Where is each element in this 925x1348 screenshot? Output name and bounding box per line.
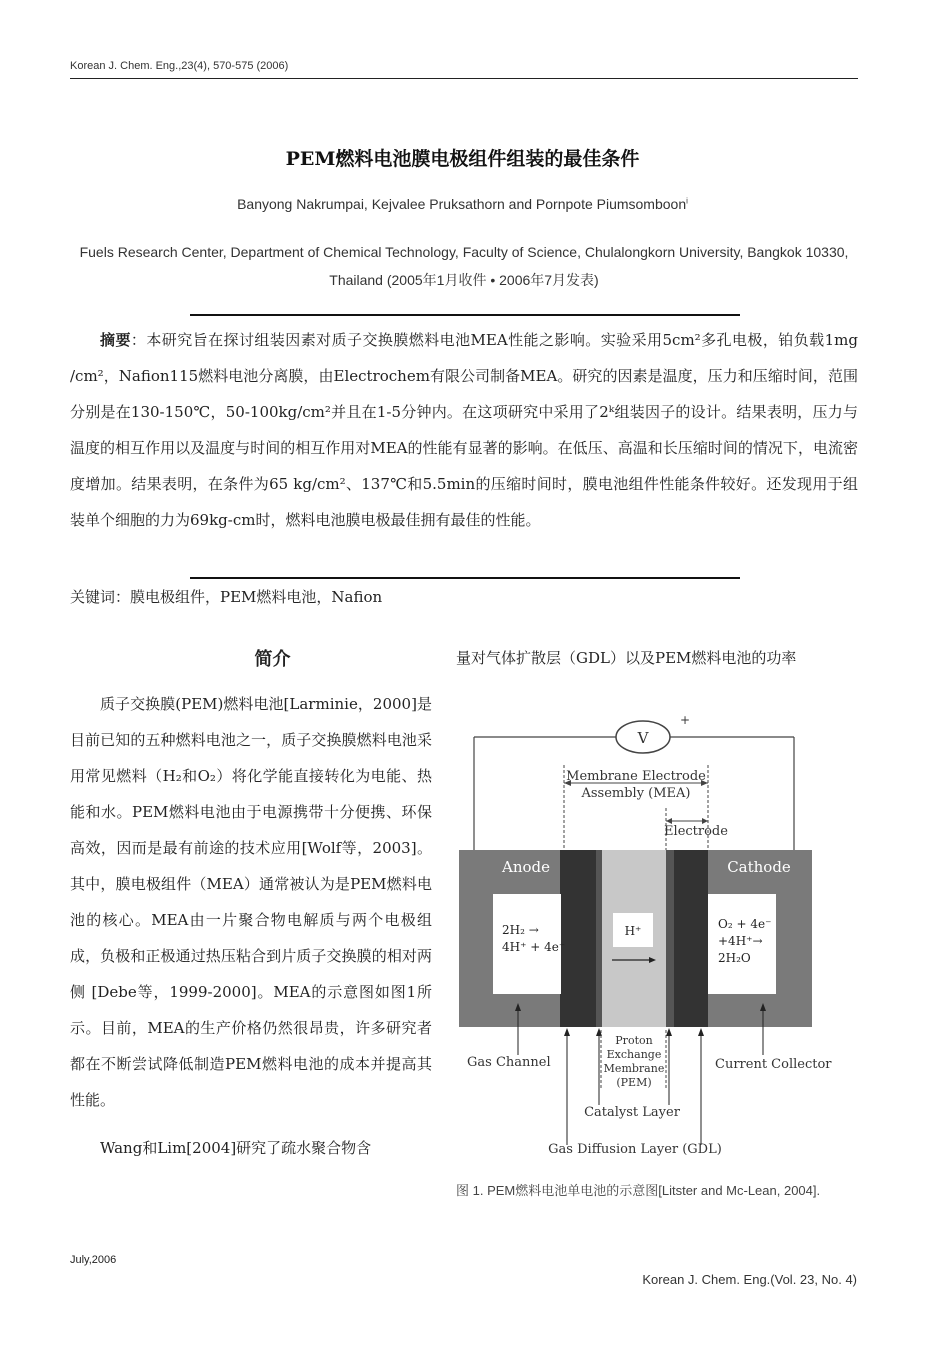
abstract-text: ：本研究旨在探讨组装因素对质子交换膜燃料电池MEA性能之影响。实验采用5cm²多孔电极，铂负载1mg /cm²，Nafion115燃料电池分离膜，由Electrochem有限公司制备MEA。研究的因素是温度，压力和压缩时间，范围分别是在130-150℃，50-100kg/cm²并且在1-5分钟内。在这项研究中采用了2ᵏ组装因子的设计。结果表明，压力与温度的相互作用以及温度与时间的相互作用对MEA的性能有显著的影响。在低压、高温和长压缩时间的情况下，电流密度增加。结果表明，在条件为65 kg/cm²、137℃和5.5min的压缩时间时，膜电池组件性能条件较好。还发现用于组装单个细胞的力为69kg-cm时，燃料电池膜电极最佳拥有最佳的性能。 — [70, 331, 858, 529]
paper-title: PEM燃料电池膜电极组件组装的最佳条件 — [285, 148, 640, 170]
pem-label-line3: Membrane — [603, 1062, 665, 1075]
abstract-bottom-rule — [190, 577, 740, 579]
abstract-top-rule — [190, 314, 740, 316]
gas-channel-label: Gas Channel — [467, 1055, 551, 1070]
abstract-label: 摘要 — [100, 331, 131, 349]
pem-label-line1: Proton — [615, 1034, 653, 1047]
affiliation: Fuels Research Center, Department of Chemical Technology, Faculty of Science, Chulalongkorn University, Bangkok 10330, Thailand (2005年1月收件 • 2006年7月发表) — [79, 244, 849, 288]
mea-label-line2: Assembly (MEA) — [581, 786, 691, 801]
intro-paragraph-2: Wang和Lim[2004]研究了疏水聚合物含 — [100, 1139, 372, 1157]
anode-label: Anode — [501, 858, 551, 876]
author-names: Banyong Nakrumpai, Kejvalee Pruksathorn and Pornpote Piumsomboon — [237, 196, 687, 212]
cathode-label: Cathode — [727, 858, 791, 876]
plus-label: + — [680, 713, 691, 727]
cathode-catalyst-layer — [666, 850, 674, 1027]
pem-label-line4: (PEM) — [616, 1076, 652, 1089]
keywords: 关键词：膜电极组件，PEM燃料电池，Nafion — [70, 588, 383, 606]
current-collector-label: Current Collector — [715, 1057, 832, 1072]
intro-paragraph-1: 质子交换膜(PEM)燃料电池[Larminie，2000]是目前已知的五种燃料电池之一，质子交换膜燃料电池采用常见燃料（H₂和O₂）将化学能直接转化为电能、热能和水。PEM燃料电池由于电源携带十分便携、环保高效，因而是最有前途的技术应用[Wolf等，2003]。其中，膜电极组件（MEA）通常被认为是PEM燃料电池的核心。MEA由一片聚合物电解质与两个电极组成，负极和正极通过热压粘合到片质子交换膜的相对两侧 [Debe等，1999-2000]。MEA的示意图如图1所示。目前，MEA的生产价格仍然很昂贵，许多研究者都在不断尝试降低制造PEM燃料电池的成本并提高其性能。 — [70, 695, 432, 1109]
electrode-label: Electrode — [664, 824, 728, 839]
authors — [0, 196, 925, 212]
voltmeter-label: V — [637, 729, 649, 747]
catalyst-layer-label: Catalyst Layer — [584, 1105, 680, 1120]
mea-label-line1: Membrane Electrode — [566, 769, 706, 784]
figure-caption: 图 1. PEM燃料电池单电池的示意图[Litster and Mc-Lean, 2004]. — [456, 1183, 821, 1198]
footer-date: July,2006 — [70, 1254, 117, 1266]
intro-left-column — [70, 686, 432, 1178]
proton-label: H⁺ — [624, 924, 642, 938]
gdl-label: Gas Diffusion Layer (GDL) — [548, 1142, 722, 1157]
anode-reaction-line1: 2H₂ → — [502, 923, 539, 937]
abstract — [70, 322, 858, 538]
gdl-pointer-head — [564, 1028, 570, 1036]
section-heading-intro: 简介 — [254, 649, 291, 670]
cathode-electrode — [674, 850, 708, 1027]
anode-electrode — [560, 850, 596, 1027]
author-superscript: i — [686, 196, 688, 206]
anode-catalyst-layer — [596, 850, 602, 1027]
journal-citation: Korean J. Chem. Eng.,23(4), 570-575 (2006) — [70, 60, 289, 72]
anode-reaction-line2: 4H⁺ + 4e⁻ — [502, 940, 566, 954]
cathode-reaction-line1: O₂ + 4e⁻ — [718, 917, 772, 931]
cathode-reaction-line2: +4H⁺→ — [718, 934, 763, 948]
footer-journal: Korean J. Chem. Eng.(Vol. 23, No. 4) — [642, 1272, 857, 1287]
gdl-pointer-right-head — [698, 1028, 704, 1036]
catalyst-pointer-right-head — [666, 1028, 672, 1036]
header-rule — [70, 78, 858, 79]
pem-label-line2: Exchange — [606, 1048, 662, 1061]
intro-right-column-text: 量对气体扩散层（GDL）以及PEM燃料电池的功率 — [456, 649, 797, 667]
fuel-cell-figure — [456, 710, 832, 1170]
cathode-reaction-line3: 2H₂O — [718, 951, 751, 965]
